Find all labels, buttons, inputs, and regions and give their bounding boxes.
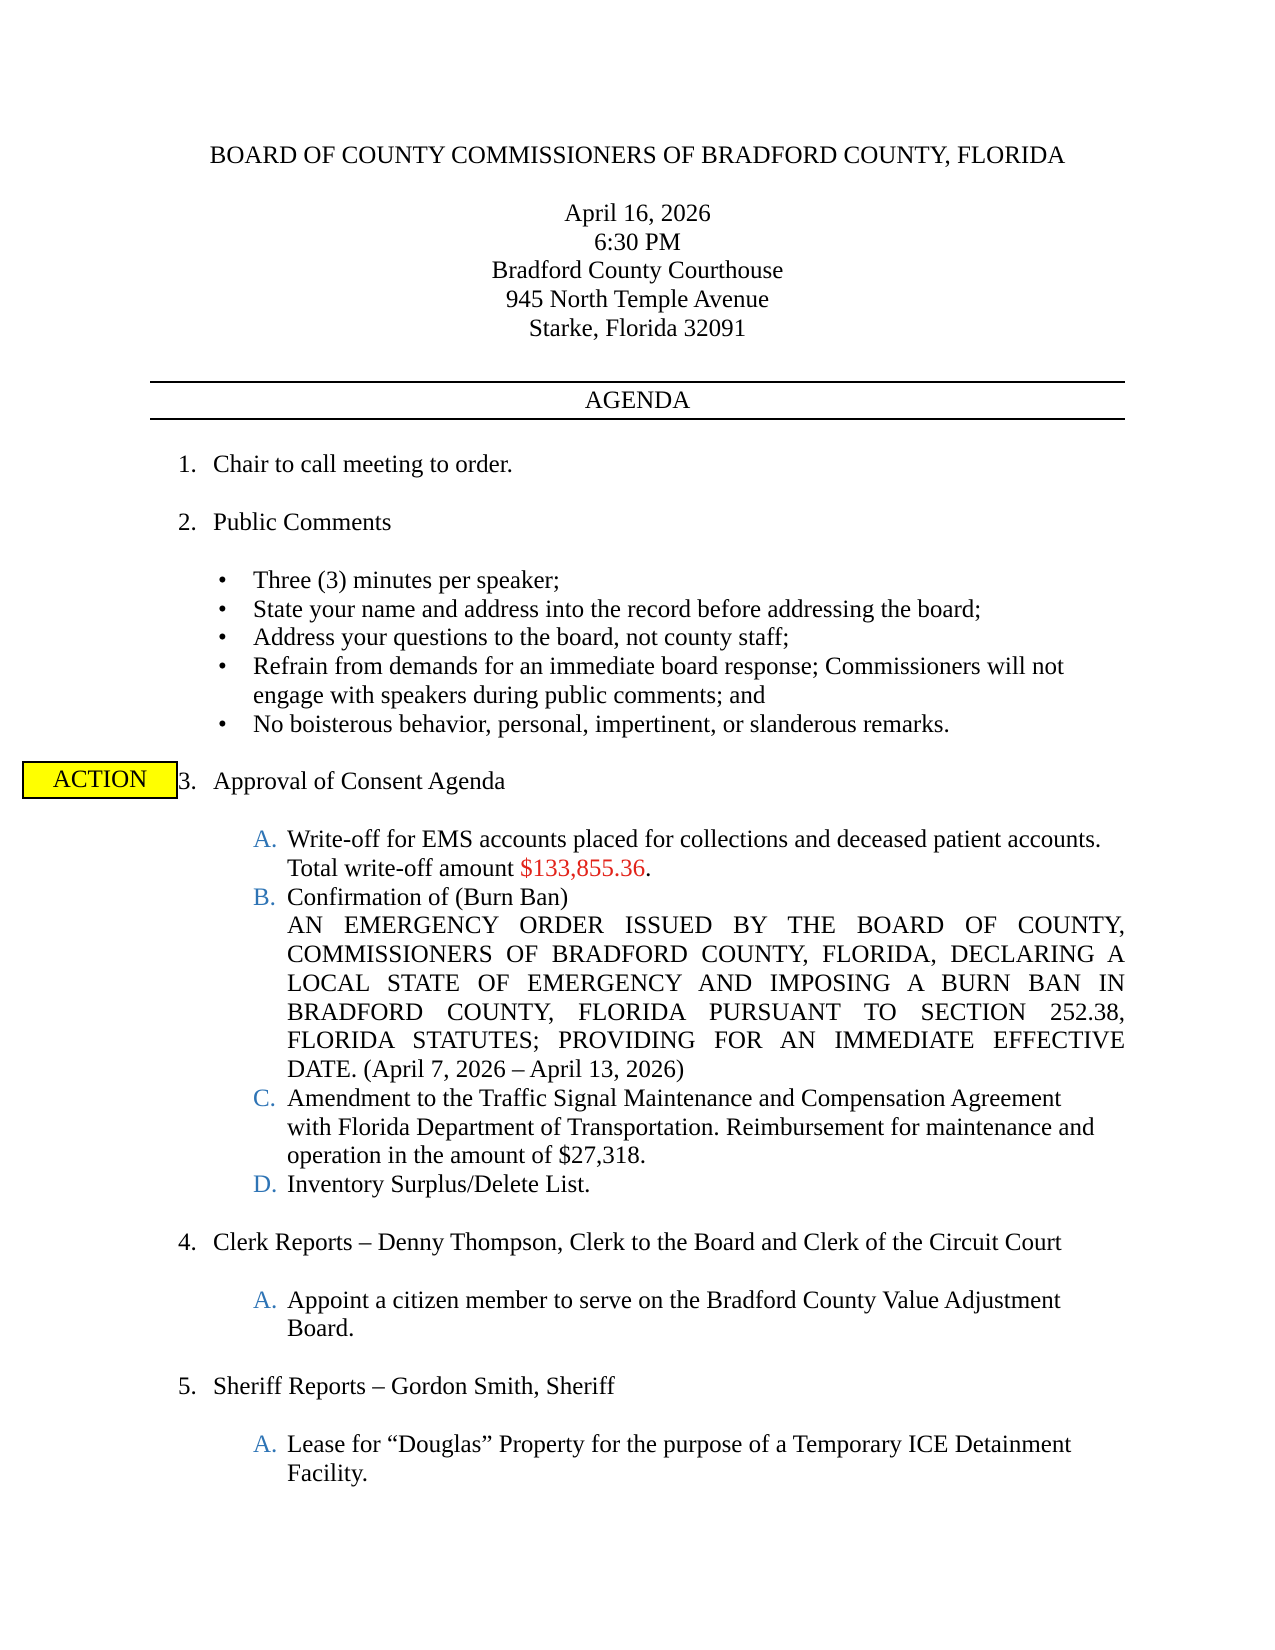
consent-item-c-letter: C. (253, 1084, 276, 1112)
rule-1-text: Three (3) minutes per speaker; (253, 566, 560, 594)
rule-bullet-1 (150, 567, 1125, 596)
clerk-item-a (150, 1287, 1125, 1345)
action-badge: ACTION (22, 761, 178, 799)
vab-line-1: Appoint a citizen member to serve on the Bradford County Value Adjustment (287, 1286, 1061, 1314)
sheriff-report-items (150, 1431, 1125, 1489)
agenda-item-5 (150, 1373, 1125, 1402)
item-5-title: Sheriff Reports – Gordon Smith, Sheriff (213, 1373, 615, 1400)
consent-item-c (150, 1085, 1125, 1171)
rule-2-text: State your name and address into the record before addressing the board; (253, 595, 982, 623)
consent-item-d (150, 1171, 1125, 1200)
bullet-icon: • (218, 566, 227, 594)
rule-bullet-2 (150, 596, 1125, 625)
bullet-icon: • (218, 710, 227, 738)
meeting-date: April 16, 2026 (564, 199, 711, 227)
rule-4-line-2: engage with speakers during public comments; and (253, 681, 766, 709)
meeting-venue: Bradford County Courthouse (491, 257, 784, 285)
writeoff-line-1: Write-off for EMS accounts placed for collections and deceased patient accounts. (287, 826, 1102, 853)
item-2-number: 2. (178, 509, 197, 536)
item-5-number: 5. (178, 1373, 197, 1400)
bullet-icon: • (218, 653, 227, 680)
burn-ban-order-line-5: FLORIDA STATUTES; PROVIDING FOR AN IMMEDIATE EFFECTIVE (287, 1027, 1125, 1055)
burn-ban-order-line-3: LOCAL STATE OF EMERGENCY AND IMPOSING A BURN BAN IN (287, 969, 1125, 997)
writeoff-line-2-prefix: Total write-off amount (287, 854, 521, 882)
consent-item-b-letter: B. (253, 883, 276, 911)
rule-bullet-4 (150, 653, 1125, 711)
item-2-title: Public Comments (213, 509, 392, 536)
rule-3-text: Address your questions to the board, not county staff; (253, 624, 790, 652)
rule-bullet-5 (150, 711, 1125, 740)
meeting-time: 6:30 PM (594, 228, 681, 256)
lease-line-1: Lease for “Douglas” Property for the purpose of a Temporary ICE Detainment (287, 1430, 1072, 1458)
burn-ban-order-line-4: BRADFORD COUNTY, FLORIDA PURSUANT TO SECTION 252.38, (287, 998, 1125, 1026)
consent-item-b-text (287, 884, 1125, 1085)
consent-item-d-letter: D. (253, 1171, 278, 1198)
fdot-line-3: operation in the amount of $27,318. (287, 1142, 646, 1170)
meeting-address: 945 North Temple Avenue (505, 286, 770, 313)
agenda-heading-band (150, 381, 1125, 421)
page-content (52, 142, 1125, 1488)
item-1-title: Chair to call meeting to order. (213, 451, 513, 479)
sheriff-item-a-text (287, 1431, 1125, 1489)
bullet-icon: • (218, 595, 227, 623)
sheriff-item-a (150, 1431, 1125, 1489)
burn-ban-order-last-line: DATE. (April 7, 2026 – April 13, 2026) (287, 1056, 685, 1083)
meeting-info-block (150, 200, 1125, 344)
consent-agenda-items (150, 826, 1125, 1200)
agenda-item-1 (150, 451, 1125, 480)
bullet-icon: • (218, 624, 227, 652)
burn-ban-order-line-2: COMMISSIONERS OF BRADFORD COUNTY, FLORIDA, DECLARING A (287, 941, 1125, 968)
clerk-item-a-letter: A. (253, 1286, 278, 1314)
item-1-number: 1. (178, 451, 197, 479)
item-3-number: 3. (178, 768, 197, 796)
rule-bullet-3 (150, 624, 1125, 653)
item-4-number: 4. (178, 1228, 197, 1256)
public-comment-rules (150, 567, 1125, 740)
clerk-report-items (150, 1287, 1125, 1345)
writeoff-line-2-suffix: . (645, 854, 652, 882)
agenda-item-4 (150, 1229, 1125, 1258)
consent-item-c-text (287, 1085, 1125, 1171)
consent-item-a-letter: A. (253, 826, 278, 853)
burn-ban-intro: Confirmation of (Burn Ban) (287, 883, 569, 911)
rule-4-line-1: Refrain from demands for an immediate board response; Commissioners will not (253, 653, 1064, 680)
meeting-city-state-zip: Starke, Florida 32091 (528, 314, 747, 342)
consent-item-a-text (287, 826, 1125, 884)
agenda-list (52, 451, 1125, 1488)
item-3-title: Approval of Consent Agenda (213, 768, 506, 796)
rule-5-text: No boisterous behavior, personal, impertinent, or slanderous remarks. (253, 710, 950, 738)
lease-line-2: Facility. (287, 1459, 369, 1487)
rule-4-text (253, 653, 1125, 711)
document-title: BOARD OF COUNTY COMMISSIONERS OF BRADFORD COUNTY, FLORIDA (209, 142, 1066, 169)
consent-item-a (150, 826, 1125, 884)
consent-item-b (150, 884, 1125, 1085)
agenda-item-2 (150, 509, 1125, 538)
agenda-item-3 (52, 765, 1125, 797)
fdot-line-2: with Florida Department of Transportation. Reimbursement for maintenance and (287, 1113, 1095, 1141)
consent-item-d-text: Inventory Surplus/Delete List. (287, 1171, 591, 1198)
vab-line-2: Board. (287, 1315, 355, 1343)
sheriff-item-a-letter: A. (253, 1430, 278, 1458)
agenda-heading: AGENDA (584, 386, 691, 414)
burn-ban-order-line-1: AN EMERGENCY ORDER ISSUED BY THE BOARD OF COUNTY, (287, 912, 1125, 940)
clerk-item-a-text (287, 1287, 1125, 1345)
writeoff-amount: $133,855.36 (520, 854, 646, 882)
fdot-line-1: Amendment to the Traffic Signal Maintenance and Compensation Agreement (287, 1084, 1062, 1112)
item-4-title: Clerk Reports – Denny Thompson, Clerk to the Board and Clerk of the Circuit Court (213, 1228, 1062, 1256)
